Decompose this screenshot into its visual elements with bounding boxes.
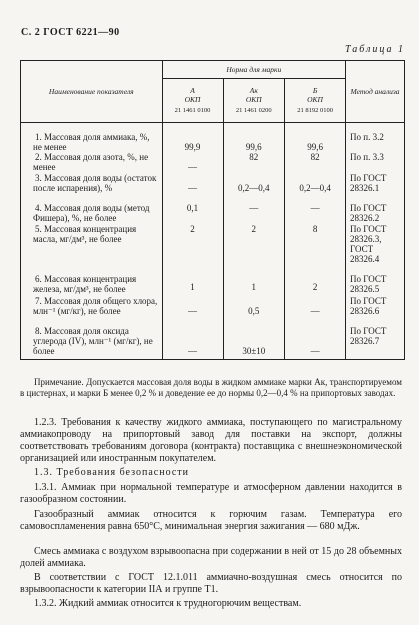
row-method: По ГОСТ 28326.5 xyxy=(346,274,405,296)
row-a: — xyxy=(162,152,223,173)
row-method: По п. 3.3 xyxy=(346,152,405,173)
row-method: По п. 3.2 xyxy=(346,123,405,153)
row-b: — xyxy=(285,296,346,326)
row-b: 0,2—0,4 xyxy=(285,173,346,203)
paragraph-flammable: Газообразный аммиак относится к горючим газам. Температура его самовоспламенения равна 650°С, минимальная энергия зажигания — 680 мДж. xyxy=(20,509,402,532)
table-row xyxy=(21,224,405,274)
row-name: 6. Массовая концентрация железа, мг/дм³, не более xyxy=(21,274,163,296)
row-a: 99,9 xyxy=(162,123,223,153)
grade-ak-mark: Ак xyxy=(249,86,258,95)
row-b: 2 xyxy=(285,274,346,296)
table-note: Примечание. Допускается массовая доля воды в жидком аммиаке марки Ак, транспортируемом в цистернах, и марки Б менее 0,2 % и доведение ее до нормы 0,2—0,4 % на припортовых заводах. xyxy=(20,377,402,398)
grade-ak-code: 21 1461 0200 xyxy=(235,107,272,114)
row-a: 1 xyxy=(162,274,223,296)
row-b: — xyxy=(285,203,346,224)
table-row xyxy=(21,326,405,359)
row-a: 2 xyxy=(162,224,223,274)
header-method: Метод анализа xyxy=(346,61,405,123)
grade-b-okp: ОКП xyxy=(307,95,323,104)
row-b: — xyxy=(285,326,346,359)
row-a: — xyxy=(162,296,223,326)
table-row xyxy=(21,274,405,296)
row-ak: 1 xyxy=(223,274,285,296)
row-method: По ГОСТ 28326.6 xyxy=(346,296,405,326)
row-name: 4. Массовая доля воды (метод Фишера), %, не более xyxy=(21,203,163,224)
grade-a-okp: ОКП xyxy=(184,95,201,104)
paragraph-gost-12-1-011: В соответствии с ГОСТ 12.1.011 аммиачно-воздушная смесь относится по взрывоопасности к категории IIА и группе Т1. xyxy=(20,572,402,595)
grade-b-mark: Б xyxy=(312,86,318,95)
row-ak: 0,2—0,4 xyxy=(223,173,285,203)
paragraph-1-3-2: 1.3.2. Жидкий аммиак относится к трудногорючим веществам. xyxy=(34,598,302,609)
row-ak: — xyxy=(223,203,285,224)
grade-a-code: 21 1461 0100 xyxy=(174,107,211,114)
row-ak: 82 xyxy=(223,152,285,173)
row-name: 3. Массовая доля воды (остаток после испарения), % xyxy=(21,173,163,203)
row-ak: 30±10 xyxy=(223,326,285,359)
row-name: 2. Массовая доля азота, %, не менее xyxy=(21,152,163,173)
row-name: 8. Массовая доля оксида углерода (IV), млн⁻¹ (мг/кг), не более xyxy=(21,326,163,359)
header-norm: Норма для марки xyxy=(162,61,345,79)
grade-b-header xyxy=(285,79,346,123)
quality-table xyxy=(20,60,405,360)
row-ak: 99,6 xyxy=(223,123,285,153)
paragraph-1-3-1: 1.3.1. Аммиак при нормальной температуре и атмосферном давлении находится в газообразном состоянии. xyxy=(20,482,402,505)
row-name: 5. Массовая концентрация масла, мг/дм³, не более xyxy=(21,224,163,274)
row-ak: 2 xyxy=(223,224,285,274)
row-method: По ГОСТ 28326.2 xyxy=(346,203,405,224)
grade-ak-header xyxy=(223,79,285,123)
section-heading-1-3: 1.3. Требования безопасности xyxy=(34,467,189,478)
grade-b-code: 21 8192 0100 xyxy=(297,107,333,114)
table-row xyxy=(21,152,405,173)
row-method: По ГОСТ 28326.1 xyxy=(346,173,405,203)
paragraph-explosive: Смесь аммиака с воздухом взрывоопасна при содержании в ней от 15 до 28 объемных долей аммиака. xyxy=(20,546,402,569)
row-a: 0,1 xyxy=(162,203,223,224)
page-header: С. 2 ГОСТ 6221—90 xyxy=(21,27,120,38)
grade-ak-okp: ОКП xyxy=(245,95,262,104)
table-row xyxy=(21,173,405,203)
row-b: 8 xyxy=(285,224,346,274)
row-b: 99,6 xyxy=(285,123,346,153)
table-row xyxy=(21,123,405,153)
table-row xyxy=(21,203,405,224)
row-a: — xyxy=(162,173,223,203)
paragraph-1-2-3: 1.2.3. Требования к качеству жидкого аммиака, поступающего по магистральному аммиакопроводу на припортовый завод для поставки на экспорт, должны соответствовать требованиям договора (контракта) поставщика с внешнеэкономической организацией или иностранным покупателем. xyxy=(20,417,402,464)
row-b: 82 xyxy=(285,152,346,173)
grade-a-header xyxy=(162,79,223,123)
row-name: 7. Массовая доля общего хлора, млн⁻¹ (мг/кг), не более xyxy=(21,296,163,326)
row-method: По ГОСТ 28326.3, ГОСТ 28326.4 xyxy=(346,224,405,274)
row-ak: 0,5 xyxy=(223,296,285,326)
row-method: По ГОСТ 28326.7 xyxy=(346,326,405,359)
header-indicator: Наименование показателя xyxy=(21,61,163,123)
table-caption: Таблица 1 xyxy=(345,44,405,55)
row-name: 1. Массовая доля аммиака, %, не менее xyxy=(21,123,163,153)
row-a: — xyxy=(162,326,223,359)
grade-a-mark: А xyxy=(190,86,195,95)
table-row xyxy=(21,296,405,326)
